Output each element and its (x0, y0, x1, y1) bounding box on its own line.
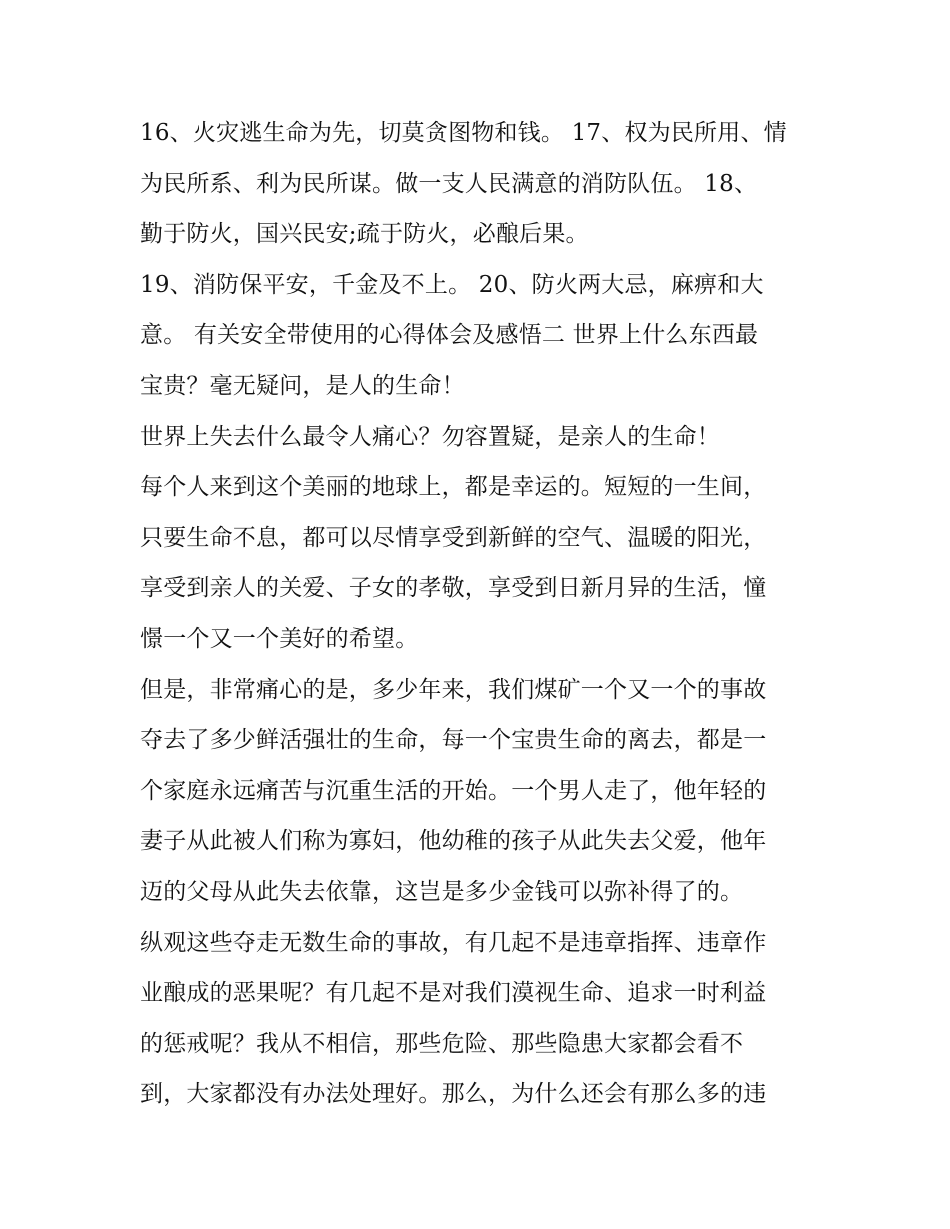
text-line: 19、消防保平安，千金及不上。 20、防火两大忌，麻痹和大 (140, 271, 764, 298)
text-line: 个家庭永远痛苦与沉重生活的开始。一个男人走了，他年轻的 (140, 777, 767, 804)
document-body (140, 108, 812, 1120)
text-line: 但是，非常痛心的是，多少年来，我们煤矿一个又一个的事故 (140, 676, 767, 703)
text-line: 享受到亲人的关爱、子女的孝敬，享受到日新月异的生活，憧 (140, 575, 767, 602)
text-line: 为民所系、利为民所谋。做一支人民满意的消防队伍。 18、 (140, 170, 758, 197)
text-line: 夺去了多少鲜活强壮的生命，每一个宝贵生命的离去，都是一 (140, 727, 767, 754)
text-line: 妻子从此被人们称为寡妇，他幼稚的孩子从此失去父爱，他年 (140, 828, 767, 855)
text-line: 纵观这些夺走无数生命的事故，有几起不是违章指挥、违章作 (140, 929, 767, 956)
text-line: 宝贵？毫无疑问，是人的生命！ (140, 372, 465, 399)
text-line: 业酿成的恶果呢？有几起不是对我们漠视生命、追求一时利益 (140, 980, 767, 1007)
text-line: 迈的父母从此失去依靠，这岂是多少金钱可以弥补得了的。 (140, 878, 744, 905)
text-line: 只要生命不息，都可以尽情享受到新鲜的空气、温暖的阳光， (140, 524, 767, 551)
text-line: 的惩戒呢？我从不相信，那些危险、那些隐患大家都会看不 (140, 1030, 744, 1057)
text-line: 勤于防火，国兴民安;疏于防火，必酿后果。 (140, 221, 589, 248)
text-line: 到，大家都没有办法处理好。那么，为什么还会有那么多的违 (140, 1081, 767, 1108)
text-line: 世界上失去什么最令人痛心？勿容置疑，是亲人的生命！ (140, 423, 720, 450)
text-line: 意。 有关安全带使用的心得体会及感悟二 世界上什么东西最 (140, 322, 759, 349)
text-line: 憬一个又一个美好的希望。 (140, 625, 419, 652)
text-line: 16、火灾逃生命为先，切莫贪图物和钱。 17、权为民所用、情 (140, 120, 787, 146)
text-line: 每个人来到这个美丽的地球上，都是幸运的。短短的一生间， (140, 474, 767, 501)
